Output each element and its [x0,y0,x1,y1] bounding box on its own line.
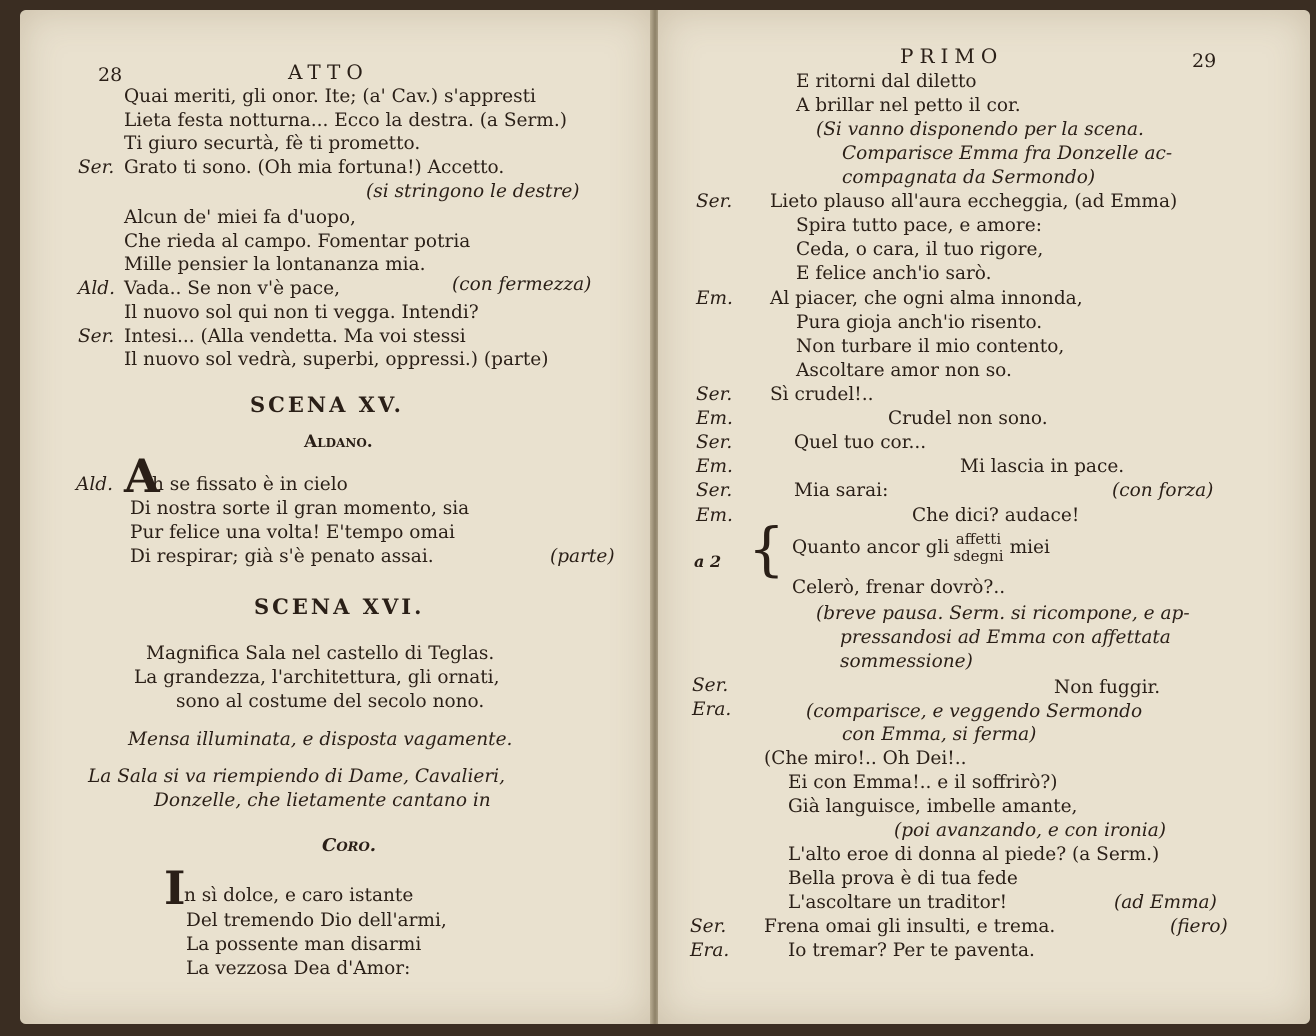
verse-line: Spira tutto pace, e amore: [796,215,1042,236]
speaker-label: Ser. [696,480,733,501]
running-head: PRIMO [900,44,1004,68]
speaker-label: Ser. [696,384,733,405]
stage-direction: La Sala si va riempiendo di Dame, Cavalieri, [88,766,505,787]
verse-line: Già languisce, imbelle amante, [788,796,1078,817]
speaker-label: Era. [692,699,732,720]
setting-line: Magnifica Sala nel castello di Teglas. [146,643,495,664]
verse-line: Ascoltare amor non so. [796,360,1012,381]
verse-line: Di respirar; già s'è penato assai. [130,546,434,567]
verse-line: Di nostra sorte il gran momento, sia [130,498,470,519]
verse-line: n sì dolce, e caro istante [184,885,414,906]
curly-brace-icon: { [748,515,785,583]
stage-direction: (poi avanzando, e con ironia) [894,820,1166,841]
character-heading: Aldano. [304,432,373,452]
verse-line: Che dici? audace! [912,505,1080,526]
verse-line: Non turbare il mio contento, [796,336,1065,357]
verse-line: Frena omai gli insulti, e trema. [764,916,1056,937]
verse-line: Pura gioja anch'io risento. [796,312,1043,333]
stage-direction: (Si vanno disponendo per la scena. [816,119,1144,140]
page-number: 28 [98,64,123,86]
stage-direction: (con forza) [1112,480,1214,501]
speaker-label: Ser. [78,157,115,178]
verse-line: L'ascoltare un traditor! [788,892,1008,913]
verse-line: Ei con Emma!.. e il soffrirò?) [788,772,1058,793]
stage-direction: Mensa illuminata, e disposta vagamente. [128,729,513,750]
verse-line: h se fissato è in cielo [152,474,348,495]
speaker-label: Ser. [78,326,115,347]
left-page [20,10,652,1024]
speaker-label: Ser. [690,916,727,937]
stage-direction: (comparisce, e veggendo Sermondo [806,701,1143,722]
right-page [658,10,1310,1024]
speaker-label: Ald. [76,474,113,495]
drop-cap: I [164,861,186,915]
stage-direction: sommessione) [840,651,973,672]
drop-cap: A [124,449,160,503]
stage-direction: Donzelle, che lietamente cantano in [154,790,491,811]
page-number: 29 [1192,50,1217,72]
speaker-label: Ser. [696,432,733,453]
verse-line: Alcun de' miei fa d'uopo, [124,207,356,228]
stage-direction: con Emma, si ferma) [842,724,1037,745]
verse-line: Che rieda al campo. Fomentar potria [124,231,471,252]
verse-line: (Che miro!.. Oh Dei!.. [764,748,967,769]
verse-line: Io tremar? Per te paventa. [788,940,1035,961]
stage-direction: pressandosi ad Emma con affettata [840,627,1171,648]
verse-line: Intesi... (Alla vendetta. Ma voi stessi [124,326,466,347]
chorus-heading: Coro. [322,835,377,856]
speaker-label: Ser. [696,191,733,212]
setting-line: sono al costume del secolo nono. [176,691,485,712]
speaker-label: Ald. [78,278,115,299]
speaker-label: Ser. [692,675,729,696]
variant-line [792,528,1050,568]
setting-line: La grandezza, l'architettura, gli ornati, [134,667,500,688]
verse-line: Non fuggir. [1054,677,1161,698]
verse-line: Quanto ancor gli [792,537,950,558]
verse-line: Mia sarai: [794,480,889,501]
verse-line: Vada.. Se non v'è pace, [124,278,340,299]
verse-line: Celerò, frenar dovrò?.. [792,577,1006,598]
scene-heading: SCENA XVI. [254,594,425,619]
verse-line: A brillar nel petto il cor. [796,95,1021,116]
verse-line: Crudel non sono. [888,408,1048,429]
verse-line: E felice anch'io sarò. [796,263,992,284]
variant-top: affetti [955,530,1002,548]
verse-line: Del tremendo Dio dell'armi, [186,910,447,931]
verse-line: Ti giuro securtà, fè ti prometto. [124,133,421,154]
verse-line: miei [1009,537,1050,558]
verse-line: Grato ti sono. (Oh mia fortuna!) Accetto. [124,157,505,178]
duet-label: a 2 [694,552,722,571]
scene-heading: SCENA XV. [250,392,404,417]
variant-stack [953,531,1003,565]
speaker-label: Em. [696,408,733,429]
speaker-label: Em. [696,288,733,309]
verse-line: Lieta festa notturna... Ecco la destra. (a Serm.) [124,110,567,131]
verse-line: Al piacer, che ogni alma innonda, [770,288,1083,309]
verse-line: Mille pensier la lontananza mia. [124,254,426,275]
stage-direction: (con fermezza) [452,274,592,295]
verse-line: Mi lascia in pace. [960,456,1125,477]
verse-line: Il nuovo sol qui non ti vegga. Intendi? [124,302,479,323]
stage-direction: (parte) [550,546,615,567]
verse-line: E ritorni dal diletto [796,71,977,92]
verse-line: Lieto plauso all'aura eccheggia, (ad Emma) [770,191,1178,212]
speaker-label: Era. [690,940,730,961]
verse-line: L'alto eroe di donna al piede? (a Serm.) [788,844,1160,865]
verse-line: Ceda, o cara, il tuo rigore, [796,239,1044,260]
stage-direction: Comparisce Emma fra Donzelle ac- [842,143,1173,164]
speaker-label: Em. [696,456,733,477]
verse-line: Quai meriti, gli onor. Ite; (a' Cav.) s'appresti [124,86,536,107]
verse-line: Quel tuo cor... [794,432,927,453]
speaker-label: Em. [696,505,733,526]
stage-direction: (breve pausa. Serm. si ricompone, e ap- [816,603,1190,624]
verse-line: La possente man disarmi [186,934,422,955]
verse-line: Pur felice una volta! E'tempo omai [130,522,455,543]
stage-direction: (ad Emma) [1114,892,1217,913]
stage-direction: (si stringono le destre) [366,181,580,202]
verse-line: Bella prova è di tua fede [788,868,1018,889]
stage-direction: (fiero) [1170,916,1228,937]
verse-line: La vezzosa Dea d'Amor: [186,958,411,979]
verse-line: Sì crudel!.. [770,384,874,405]
running-head: ATTO [288,60,369,84]
stage-direction: compagnata da Sermondo) [842,167,1096,188]
variant-bottom: sdegni [953,547,1004,565]
verse-line: Il nuovo sol vedrà, superbi, oppressi.) (parte) [124,349,549,370]
